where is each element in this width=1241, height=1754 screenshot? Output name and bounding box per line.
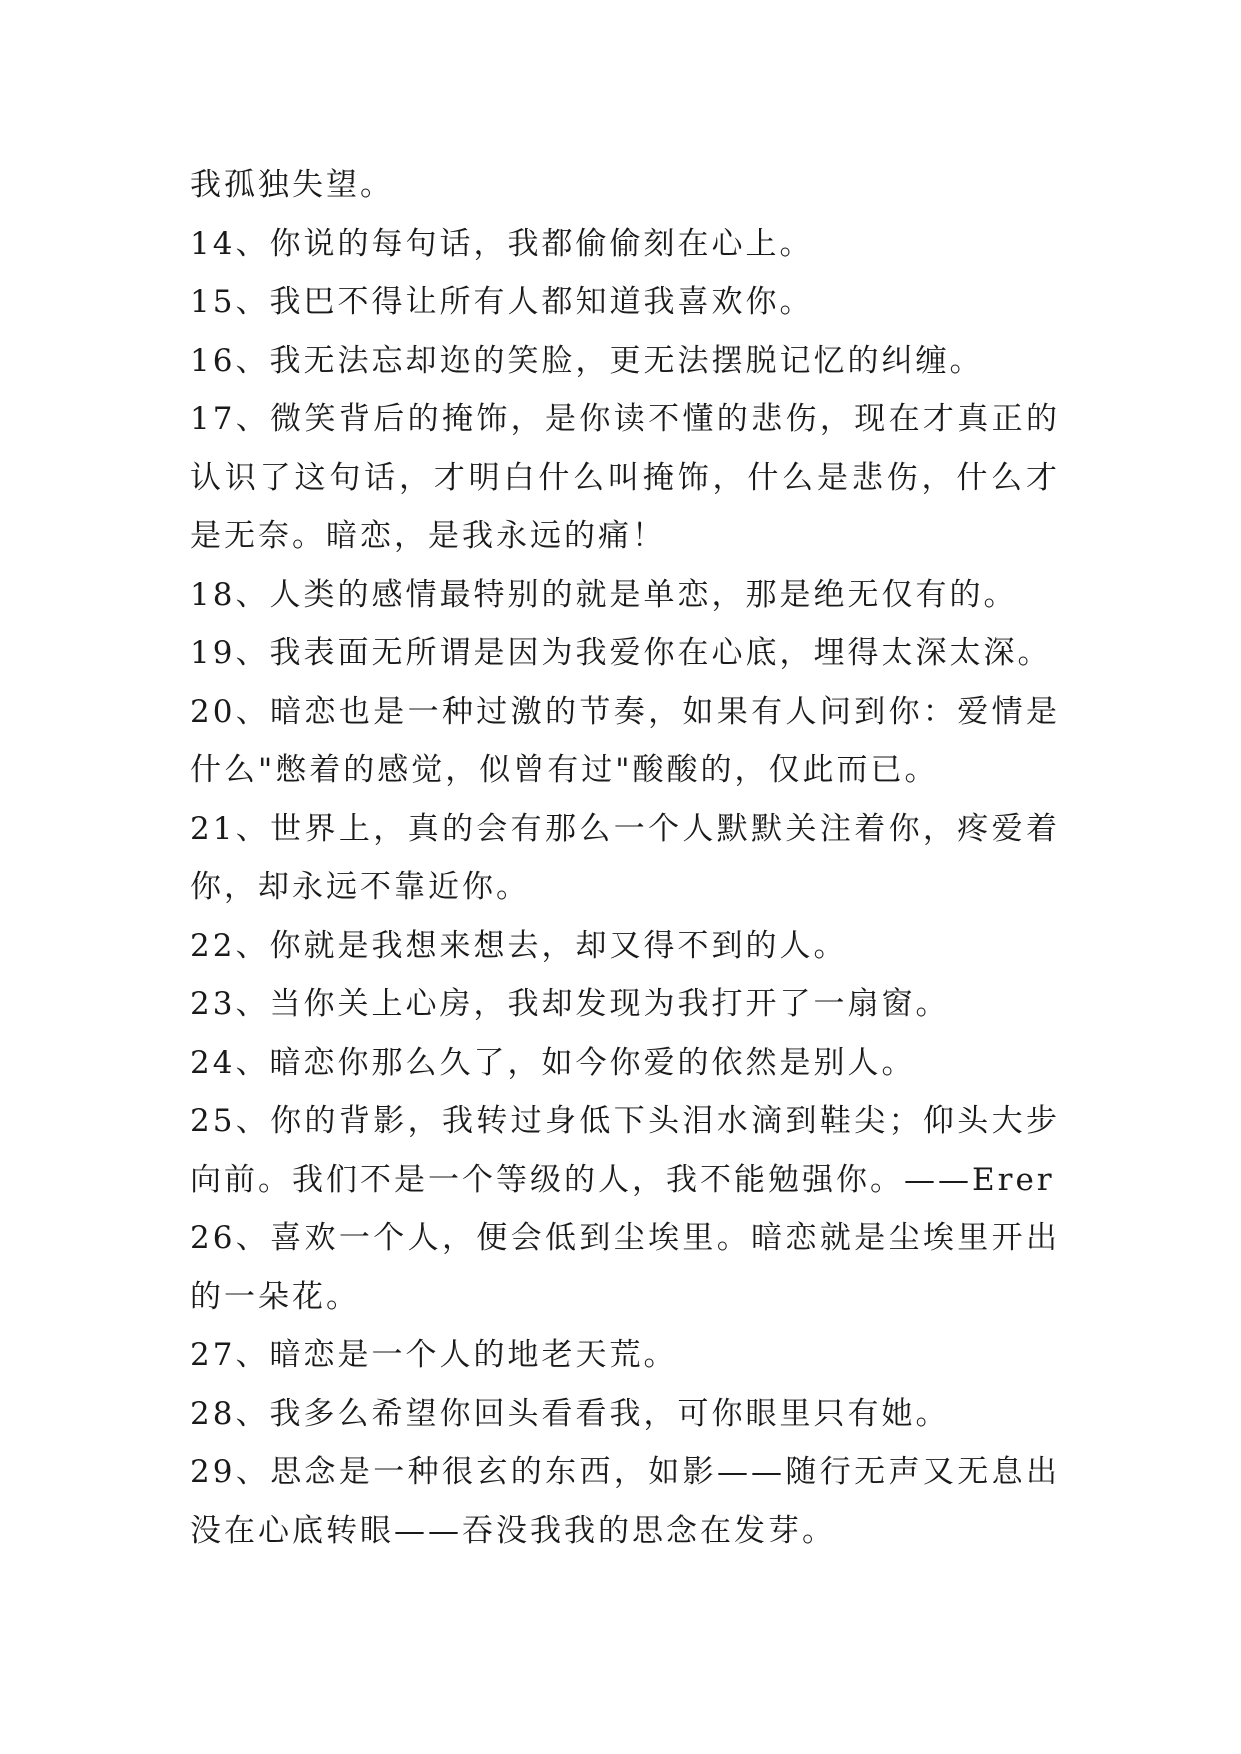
paragraph-16: 16、我无法忘却迩的笑脸，更无法摆脱记忆的纠缠。 — [190, 342, 984, 379]
paragraph-19: 19、我表面无所谓是因为我爱你在心底，埋得太深太深。 — [190, 635, 1052, 671]
paragraph-continuation: 我孤独失望。 — [190, 167, 394, 203]
paragraph-25: 25、你的背影，我转过身低下头泪水滴到鞋尖；仰头大步向前。我们不是一个等级的人，我不能勉强你。——Erer — [190, 1103, 1060, 1198]
document-body — [190, 156, 1060, 1560]
paragraph-15: 15、我巴不得让所有人都知道我喜欢你。 — [190, 284, 814, 320]
paragraph-26: 26、喜欢一个人，便会低到尘埃里。暗恋就是尘埃里开出的一朵花。 — [190, 1220, 1060, 1315]
paragraph-17: 17、微笑背后的掩饰，是你读不懂的悲伤，现在才真正的认识了这句话，才明白什么叫掩饰，什么是悲伤，什么才是无奈。暗恋，是我永远的痛！ — [190, 401, 1060, 554]
paragraph-14: 14、你说的每句话，我都偷偷刻在心上。 — [190, 225, 814, 262]
paragraph-20: 20、暗恋也是一种过激的节奏，如果有人问到你：爱情是什么"憋着的感觉，似曾有过"酸酸的，仅此而已。 — [190, 693, 1060, 788]
paragraph-23: 23、当你关上心房，我却发现为我打开了一扇窗。 — [190, 986, 950, 1022]
paragraph-22: 22、你就是我想来想去，却又得不到的人。 — [190, 927, 848, 964]
paragraph-29: 29、思念是一种很玄的东西，如影——随行无声又无息出没在心底转眼——吞没我我的思念在发芽。 — [190, 1454, 1060, 1549]
paragraph-28: 28、我多么希望你回头看看我，可你眼里只有她。 — [190, 1395, 950, 1432]
paragraph-24: 24、暗恋你那么久了，如今你爱的依然是别人。 — [190, 1044, 916, 1081]
paragraph-18: 18、人类的感情最特别的就是单恋，那是绝无仅有的。 — [190, 576, 1018, 613]
paragraph-27: 27、暗恋是一个人的地老天荒。 — [190, 1337, 678, 1373]
paragraph-21: 21、世界上，真的会有那么一个人默默关注着你，疼爱着你，却永远不靠近你。 — [190, 810, 1060, 905]
